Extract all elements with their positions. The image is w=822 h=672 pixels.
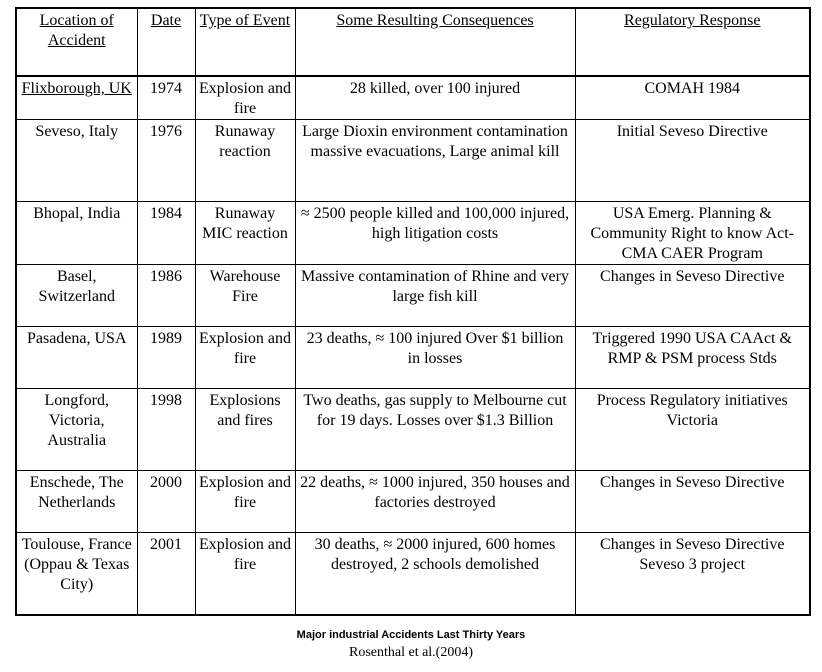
cell-location: Pasadena, USA [16,327,137,389]
caption-title: Major industrial Accidents Last Thirty Years [296,629,526,641]
cell-response: Changes in Seveso Directive [575,471,810,533]
cell-response: Initial Seveso Directive [575,120,810,202]
header-row [16,8,810,76]
cell-type: Explosion and fire [195,533,295,615]
cell-consequences: 30 deaths, ≈ 2000 injured, 600 homes destroyed, 2 schools demolished [295,533,575,615]
header-consequences: Some Resulting Consequences [295,8,575,76]
table-row [16,389,810,471]
cell-consequences: Large Dioxin environment contamination massive evacuations, Large animal kill [295,120,575,202]
cell-response: Triggered 1990 USA CAAct & RMP & PSM process Stds [575,327,810,389]
cell-type: Explosion and fire [195,327,295,389]
table-row [16,76,810,120]
cell-response: COMAH 1984 [575,76,810,120]
cell-date: 1998 [137,389,195,471]
cell-response: USA Emerg. Planning & Community Right to know Act- CMA CAER Program [575,202,810,265]
cell-date: 1974 [137,76,195,120]
cell-location: Basel, Switzerland [16,265,137,327]
header-location: Location of Accident [16,8,137,76]
cell-location: Longford, Victoria, Australia [16,389,137,471]
cell-location: Seveso, Italy [16,120,137,202]
accidents-table [15,7,811,616]
cell-location: Toulouse, France (Oppau & Texas City) [16,533,137,615]
cell-type: Explosion and fire [195,76,295,120]
cell-consequences: 22 deaths, ≈ 1000 injured, 350 houses and factories destroyed [295,471,575,533]
table-row [16,265,810,327]
table-row [16,327,810,389]
cell-consequences: 28 killed, over 100 injured [295,76,575,120]
cell-location: Bhopal, India [16,202,137,265]
cell-response: Changes in Seveso Directive [575,265,810,327]
cell-type: Runaway MIC reaction [195,202,295,265]
cell-consequences: 23 deaths, ≈ 100 injured Over $1 billion in losses [295,327,575,389]
cell-type: Explosion and fire [195,471,295,533]
table-row [16,120,810,202]
header-response: Regulatory Response [575,8,810,76]
cell-date: 2000 [137,471,195,533]
cell-response: Process Regulatory initiatives Victoria [575,389,810,471]
header-type: Type of Event [195,8,295,76]
cell-date: 2001 [137,533,195,615]
cell-consequences: Two deaths, gas supply to Melbourne cut for 19 days. Losses over $1.3 Billion [295,389,575,471]
table-row [16,471,810,533]
cell-consequences: Massive contamination of Rhine and very large fish kill [295,265,575,327]
cell-date: 1989 [137,327,195,389]
cell-date: 1984 [137,202,195,265]
cell-date: 1976 [137,120,195,202]
cell-location: Enschede, The Netherlands [16,471,137,533]
header-date: Date [137,8,195,76]
caption-source: Rosenthal et al.(2004) [348,645,474,660]
table-row [16,533,810,615]
table-row [16,202,810,265]
cell-response: Changes in Seveso Directive Seveso 3 project [575,533,810,615]
cell-date: 1986 [137,265,195,327]
cell-location: Flixborough, UK [16,76,137,120]
cell-consequences: ≈ 2500 people killed and 100,000 injured, high litigation costs [295,202,575,265]
cell-type: Runaway reaction [195,120,295,202]
cell-type: Explosions and fires [195,389,295,471]
cell-type: Warehouse Fire [195,265,295,327]
